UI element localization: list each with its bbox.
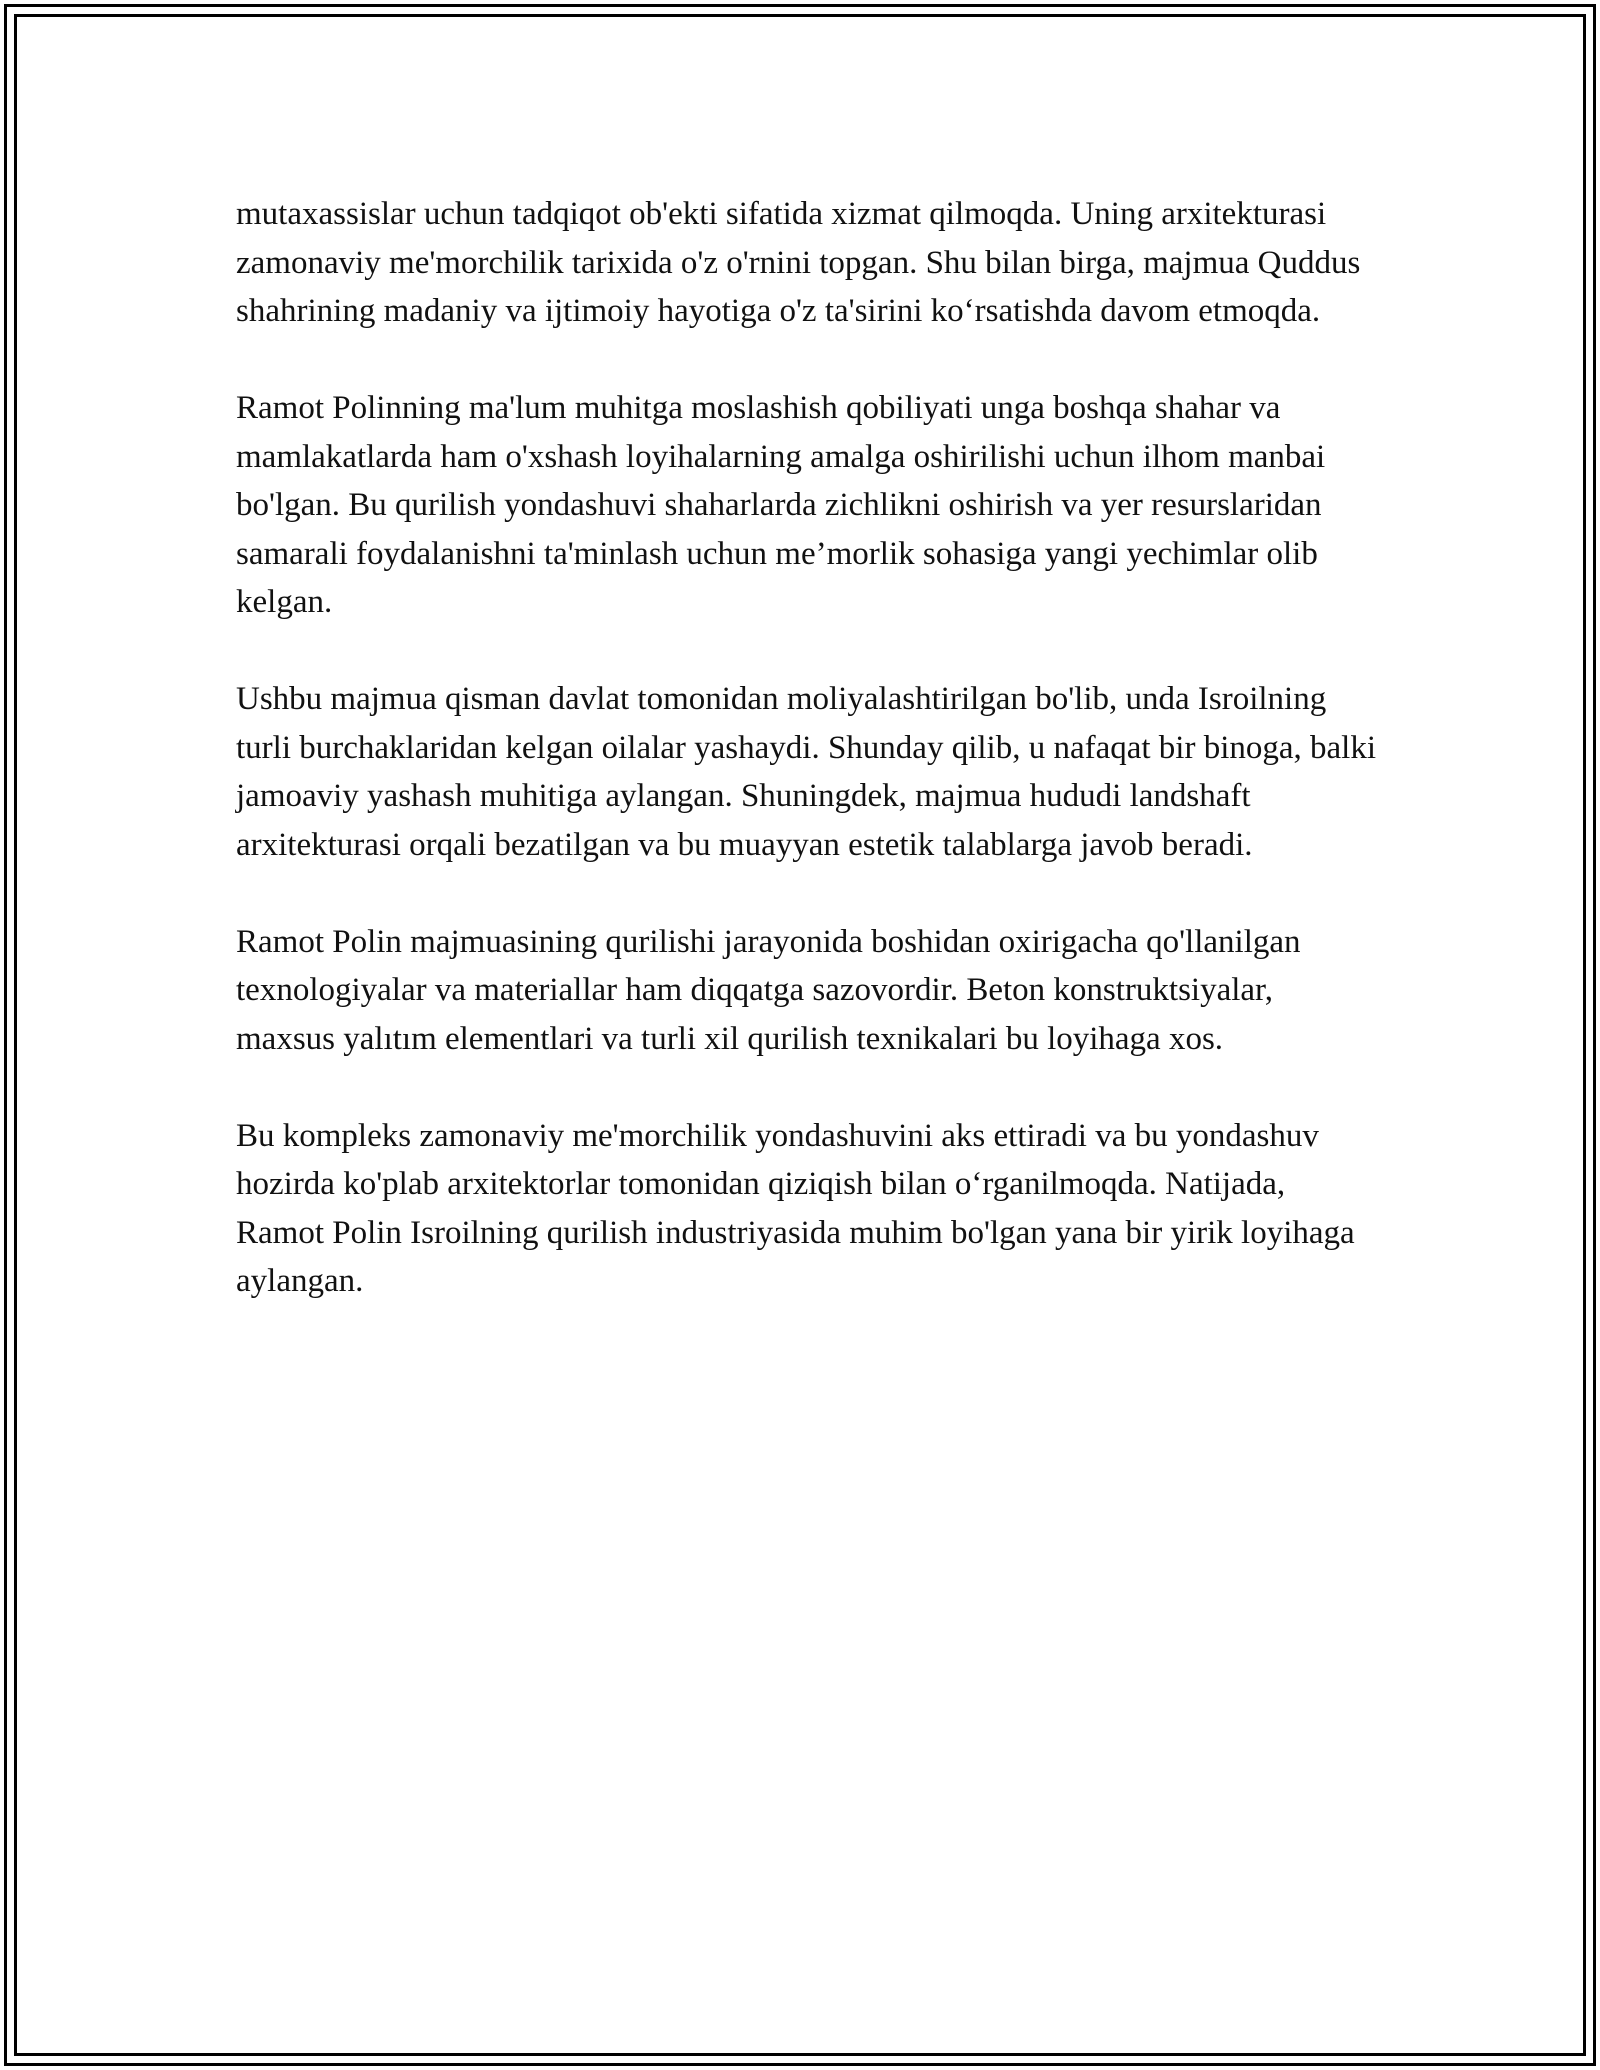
paragraph: Ramot Polinning ma'lum muhitga moslashish qobiliyati unga boshqa shahar va mamlakatlarda ham o'xshash loyihalarning amalga oshirilishi uchun ilhom manbai bo'lgan. Bu qurilish yondashuvi shaharlarda zichlikni oshirish va yer resurslaridan samarali foydalanishni ta'minlash uchun me’morlik sohasiga yangi yechimlar olib kelgan.: [236, 390, 1326, 620]
paragraph: Bu kompleks zamonaviy me'morchilik yondashuvini aks ettiradi va bu yondashuv hozirda ko'plab arxitektorlar tomonidan qiziqish bilan o‘rganilmoqda. Natijada, Ramot Polin Isroilning qurilish industriyasida muhim bo'lgan yana bir yirik loyihaga aylangan.: [236, 1117, 1355, 1299]
paragraph: mutaxassislar uchun tadqiqot ob'ekti sifatida xizmat qilmoqda. Uning arxitekturasi zamonaviy me'morchilik tarixida o'z o'rnini topgan. Shu bilan birga, majmua Quddus shahrining madaniy va ijtimoiy hayotiga o'z ta'sirini ko‘rsatishda davom etmoqda.: [236, 196, 1361, 329]
paragraph: Ushbu majmua qisman davlat tomonidan moliyalashtirilgan bo'lib, unda Isroilning turli burchaklaridan kelgan oilalar yashaydi. Shunday qilib, u nafaqat bir binoga, balki jamoaviy yashash muhitiga aylangan. Shuningdek, majmua hududi landshaft arxitekturasi orqali bezatilgan va bu muayyan estetik talablarga javob beradi.: [236, 681, 1377, 863]
document-body: [236, 190, 1376, 1306]
paragraph: Ramot Polin majmuasining qurilishi jarayonida boshidan oxirigacha qo'llanilgan texnologiyalar va materiallar ham diqqatga sazovordir. Beton konstruktsiyalar, maxsus yalıtım elementlari va turli xil qurilish texnikalari bu loyihaga xos.: [236, 923, 1301, 1057]
